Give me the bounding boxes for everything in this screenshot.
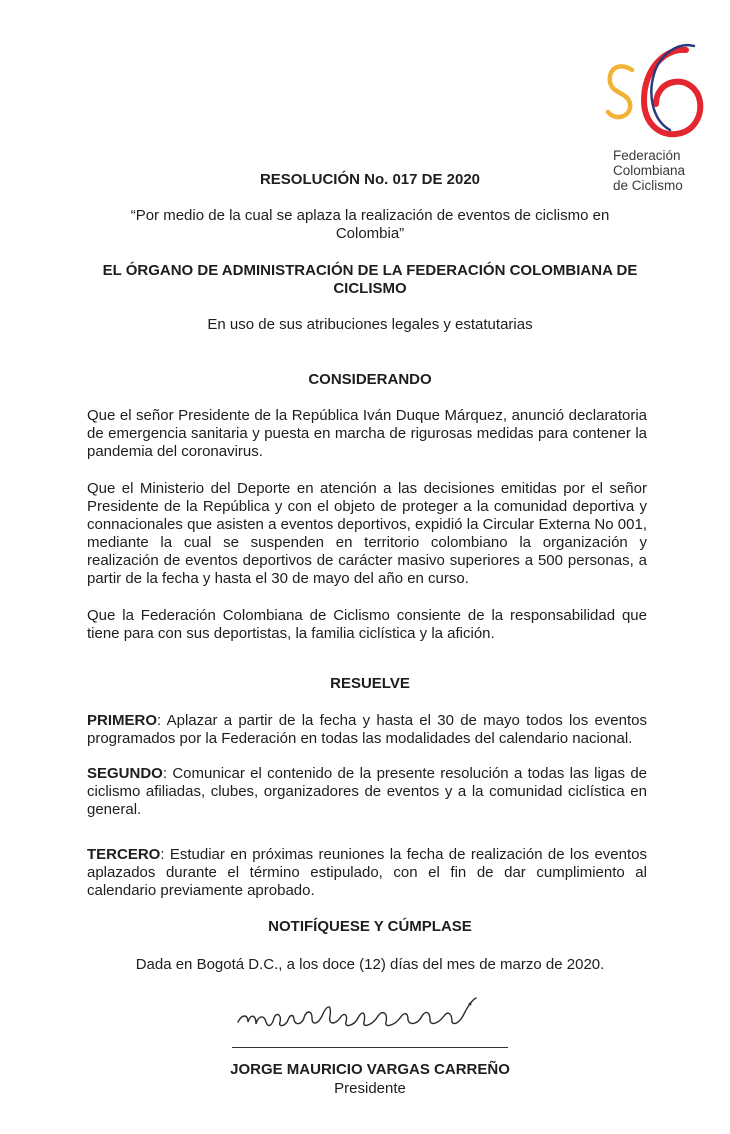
resolution-title: RESOLUCIÓN No. 017 DE 2020 <box>259 171 481 188</box>
article-label: SEGUNDO <box>87 765 163 782</box>
notify-heading: NOTIFÍQUESE Y CÚMPLASE <box>268 918 472 935</box>
article-text: : Aplazar a partir de la fecha y hasta el 30 de mayo todos los eventos programados por la Federación en todas las modalidades del calendario nacional. <box>87 712 647 747</box>
resuelve-heading: RESUELVE <box>330 675 410 692</box>
considerando-paragraph: Que el señor Presidente de la República Iván Duque Márquez, anunció declaratoria de emergencia sanitaria y puesta en marcha de rigurosas medidas para contener la pandemia del coronavirus. <box>87 407 647 460</box>
article-text: : Comunicar el contenido de la presente resolución a todas las ligas de ciclismo afiliadas, clubes, organizadores de eventos y a la comunidad ciclística en general. <box>87 765 647 818</box>
considerando-heading: CONSIDERANDO <box>308 371 432 388</box>
attributions-line: En uso de sus atribuciones legales y estatutarias <box>207 316 533 333</box>
considerando-paragraph: Que el Ministerio del Deporte en atención a las decisiones emitidas por el señor Presidente de la República y con el objeto de proteger a la comunidad deportiva y connacionales que asisten a eventos deportivos, expidió la Circular Externa No 001, mediante la cual se suspenden en territorio colombiano la organización y realización de eventos deportivos de carácter masivo superiores a 500 personas, a partir de la fecha y hasta el 30 de mayo del año en curso. <box>87 480 647 587</box>
given-date-line: Dada en Bogotá D.C., a los doce (12) días del mes de marzo de 2020. <box>135 956 605 973</box>
article-segundo <box>87 765 647 819</box>
issuing-organ: EL ÓRGANO DE ADMINISTRACIÓN DE LA FEDERACIÓN COLOMBIANA DE CICLISMO <box>102 262 638 297</box>
article-label: TERCERO <box>87 846 161 863</box>
article-primero <box>87 712 647 748</box>
logo-line-3: de Ciclismo <box>613 178 683 193</box>
article-text: : Estudiar en próximas reuniones la fecha de realización de los eventos aplazados durante el término estipulado, con el fin de dar cumplimiento al calendario previamente aprobado. <box>87 846 647 899</box>
signer-name: JORGE MAURICIO VARGAS CARREÑO <box>230 1061 510 1078</box>
federation-logo-icon <box>602 40 706 144</box>
logo-line-2: Colombiana <box>613 163 686 178</box>
article-tercero <box>87 846 647 900</box>
considerando-paragraph: Que la Federación Colombiana de Ciclismo consiente de la responsabilidad que tiene para con sus deportistas, la familia ciclística y la afición. <box>87 607 647 642</box>
signer-role: Presidente <box>334 1080 406 1097</box>
logo-line-1: Federación <box>613 148 681 163</box>
signature-line <box>232 1047 508 1048</box>
resolution-subtitle: “Por medio de la cual se aplaza la realización de eventos de ciclismo en Colombia” <box>130 207 610 242</box>
article-label: PRIMERO <box>87 712 158 729</box>
handwritten-signature <box>232 992 502 1038</box>
